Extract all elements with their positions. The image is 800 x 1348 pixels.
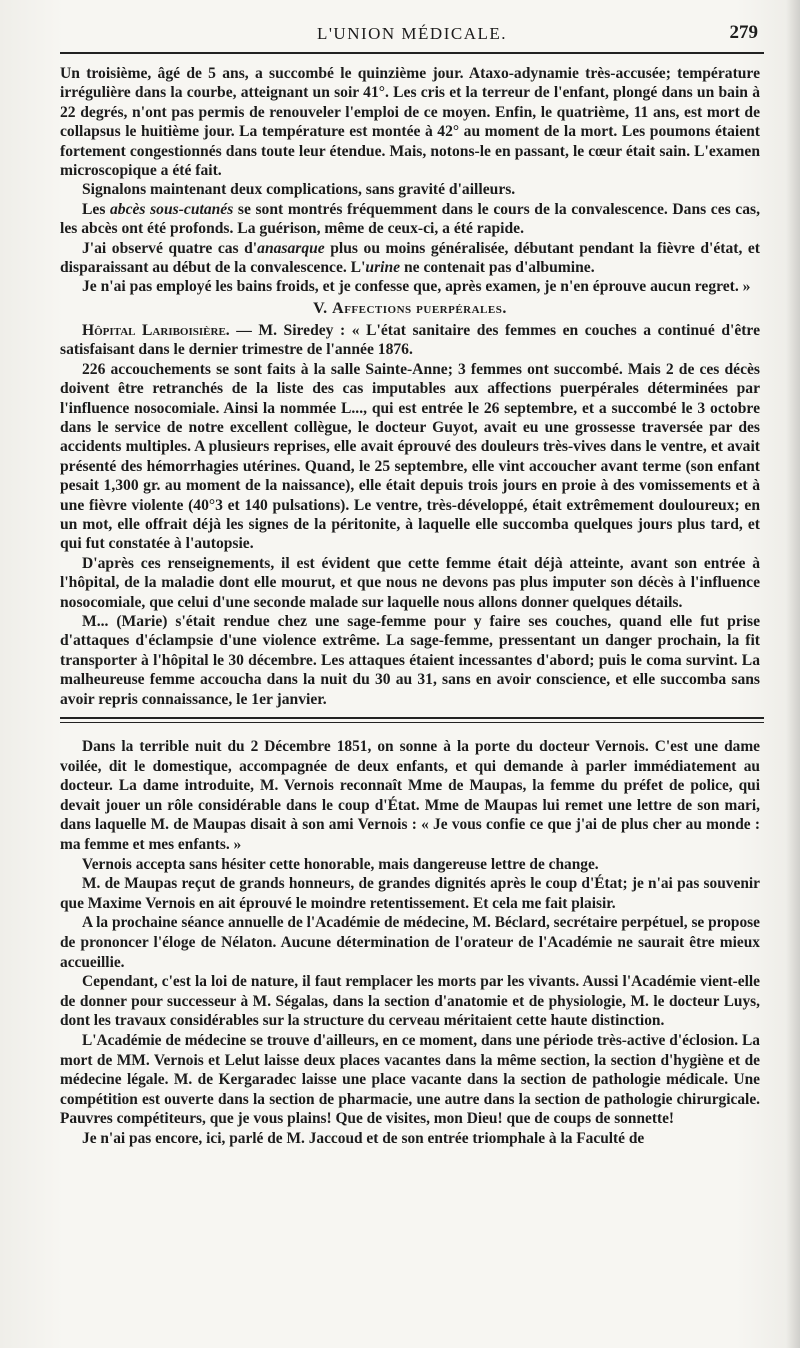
text-run: — M. Siredey : « L'état sanitaire des femmes en couches a continué d'être satisfaisant dans le dernier trimestre de l'année 1876. <box>60 321 760 359</box>
text-run: se sont montrés fréquemment dans le cours de la convalescence. Dans ces cas, les abcès ont été profonds. La guérison, même de ceux-ci, a été rapide. <box>60 200 760 238</box>
paragraph: Je n'ai pas encore, ici, parlé de M. Jaccoud et de son entrée triomphale à la Faculté de <box>82 1129 645 1147</box>
section-heading <box>60 297 760 321</box>
page-header <box>60 22 764 54</box>
paragraph: Signalons maintenant deux complications, sans gravité d'ailleurs. <box>82 181 516 199</box>
text-run: Les <box>82 200 110 218</box>
paragraph: Un troisième, âgé de 5 ans, a succombé le quinzième jour. Ataxo-adynamie très-accusée; température irrégulière dans la courbe, atteignant un soir 41°. Les cris et la terreur de l'enfant, plongé dans un bain à 22 degrés, n'ont pas permis de renouveler l'emploi de ce moyen. Enfin, le quatrième, 11 ans, est mort de collapsus le huitième jour. La température est montée à 42° au moment de la mort. Les poumons étaient fortement congestionnés dans toute leur étendue. Mais, notons-le en passant, le cœur était sain. L'examen microscopique a été fait. <box>60 65 760 180</box>
main-column <box>60 64 760 709</box>
paragraph: Je n'ai pas employé les bains froids, et je confesse que, après examen, je n'en éprouve aucun regret. » <box>82 278 751 296</box>
section-number: V. <box>313 299 333 317</box>
paragraph: Cependant, c'est la loi de nature, il faut remplacer les morts par les vivants. Aussi l'Académie vient-elle de donner pour successeur à M. Ségalas, dans la section d'anatomie et de physiologie, M. le docteur Luys, dont les travaux considérables sur la structure du cerveau méritaient cette haute distinction. <box>60 973 760 1030</box>
running-title: L'UNION MÉDICALE. <box>316 24 508 43</box>
text-run: J'ai observé quatre cas d' <box>82 239 258 257</box>
paragraph: A la prochaine séance annuelle de l'Académie de médecine, M. Béclard, secrétaire perpétuel, se propose de prononcer l'éloge de Nélaton. Aucune détermination de l'orateur de l'Académie ne saurait être mieux accueillie. <box>60 914 760 971</box>
paragraph <box>60 321 760 360</box>
page-number: 279 <box>729 22 758 43</box>
text-run: ne contenait pas d'albumine. <box>400 259 595 277</box>
text-run: plus ou moins généralisée, débutant pendant la fièvre d'état, et disparaissant au début de la convalescence. L' <box>60 239 760 277</box>
paragraph: Dans la terrible nuit du 2 Décembre 1851, on sonne à la porte du docteur Vernois. C'est une dame voilée, dit le domestique, accompagnée de deux enfants, et qui demande à parler immédiatement au docteur. La dame introduite, M. Vernois reconnaît Mme de Maupas, la femme du préfet de police, qui devait jouer un rôle considérable dans le coup d'État. Mme de Maupas lui remet une lettre de son mari, dans laquelle M. de Maupas disait à son ami Vernois : « Je vous confie ce que j'ai de plus cher au monde : ma femme et mes enfants. » <box>60 738 760 853</box>
italic-term: anasarque <box>257 239 325 257</box>
paragraph: L'Académie de médecine se trouve d'ailleurs, en ce moment, dans une période très-active d'éclosion. La mort de MM. Vernois et Lelut laisse deux places vacantes dans la même section, la section d'hygiène et de médecine légale. M. de Kergaradec laisse une place vacante dans la section de pathologie médicale. Une compétition est ouverte dans la section de pharmacie, une autre dans la section de pathologie chirurgicale. Pauvres compétiteurs, que je vous plains! Que de visites, mon Dieu! que de coups de sonnette! <box>60 1031 760 1128</box>
page-edge-shadow <box>786 0 800 1348</box>
paragraph <box>60 239 760 278</box>
paragraph: D'après ces renseignements, il est évident que cette femme était déjà atteinte, avant son entrée à l'hôpital, de la maladie dont elle mourut, et que nous ne devons pas plus imputer son décès à l'influence nosocomiale, que celui d'une seconde malade sur laquelle nous allons donner quelques détails. <box>60 554 760 611</box>
paragraph: M. de Maupas reçut de grands honneurs, de grandes dignités après le coup d'État; je n'ai pas souvenir que Maxime Vernois en ait éprouvé le moindre retentissement. Et cela me fait plaisir. <box>60 875 760 912</box>
paragraph: Vernois accepta sans hésiter cette honorable, mais dangereuse lettre de change. <box>82 855 599 873</box>
paragraph: M... (Marie) s'était rendue chez une sage-femme pour y faire ses couches, quand elle fut prise d'attaques d'éclampsie d'une violence extrême. La sage-femme, pressentant un danger prochain, la fit transporter à l'hôpital le 30 décembre. Les attaques étaient incessantes d'abord; puis le coma survint. La malheureuse femme accoucha dans la nuit du 30 au 31, sans en avoir conscience, et elle succomba sans avoir repris connaissance, le 1er janvier. <box>60 612 760 708</box>
paragraph <box>60 200 760 239</box>
section-title: Affections puerpérales. <box>332 299 507 317</box>
italic-term: urine <box>365 259 401 277</box>
hospital-name: Hôpital Lariboisière. <box>82 321 230 339</box>
italic-term: abcès sous-cutanés <box>110 200 234 218</box>
feuilleton-divider <box>60 717 764 723</box>
feuilleton-column <box>60 737 760 1148</box>
paragraph: 226 accouchements se sont faits à la salle Sainte-Anne; 3 femmes ont succombé. Mais 2 de ces décès doivent être retranchés de la liste des cas imputables aux affections puerpérales déterminées par l'influence nosocomiale. Ainsi la nommée L..., qui est entrée le 26 septembre, et a succombé le 3 octobre dans le service de notre excellent collègue, le docteur Guyot, avait eu une grossesse traversée par des accidents multiples. A plusieurs reprises, elle avait éprouvé des douleurs très-vives dans le ventre, et avait présenté des hémorrhagies utérines. Quand, le 25 septembre, elle vint accoucher avant terme (son enfant pesait 1,300 gr. au moment de la naissance), elle était depuis trois jours en proie à des vomissements et à une fièvre violente (40°3 et 140 pulsations). Le ventre, très-développé, était extrêmement douloureux; en un mot, elle offrait déjà les signes de la péritonite, à laquelle elle succomba quelques jours plus tard, et qui fut constatée à l'autopsie. <box>60 360 760 553</box>
